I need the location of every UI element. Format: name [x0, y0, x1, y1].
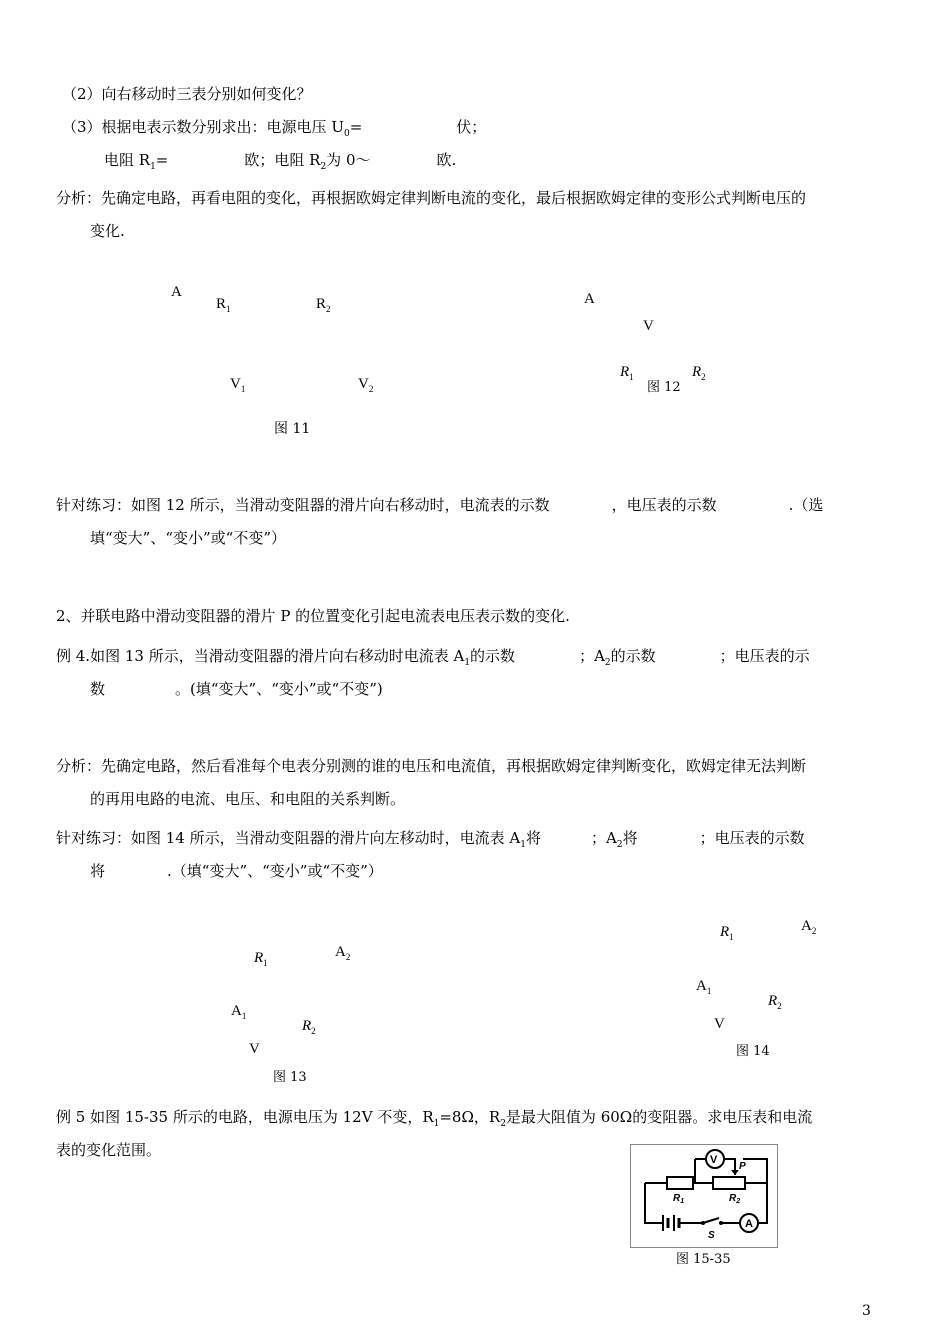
fig11-ammeter-label: A	[171, 284, 182, 300]
section-2-heading: 2、并联电路中滑动变阻器的滑片 P 的位置变化引起电流表电压表示数的变化.	[56, 607, 570, 625]
fig13-voltmeter-label: V	[249, 1041, 260, 1057]
fig1535-caption: 图 15-35	[676, 1252, 731, 1267]
fig1535-ammeter-label: A	[745, 1218, 753, 1230]
fig11-caption: 图 11	[274, 421, 311, 437]
example-4-line1: 例 4.如图 13 所示，当滑动变阻器的滑片向右移动时电流表 $A_1$的示数 ；$A_2$的示数 ；电压表的示	[56, 647, 810, 668]
fig1535-voltmeter-label: V	[710, 1154, 718, 1166]
fig12-ammeter-label: A	[584, 291, 595, 307]
fig1535-r1-label: $R_1$	[673, 1193, 685, 1205]
fig13-r2-label: $R_2$	[302, 1018, 316, 1036]
question-3: （3）根据电表示数分别求出：电源电压 $U_0=$ 伏；	[62, 118, 487, 139]
fig11-v1-label: $V_1$	[230, 376, 246, 394]
fig13-a2-label: $A_2$	[335, 944, 351, 962]
page-number: 3	[862, 1303, 871, 1319]
question-3-resistances: 电阻 $R_1=$ 欧；电阻 $R_2$为 0～ 欧.	[104, 151, 457, 172]
fig1535-r2-label: $R_2$	[729, 1193, 741, 1205]
fig14-r1-label: $R_1$	[720, 924, 734, 942]
analysis-2-line2: 的再用电路的电流、电压、和电阻的关系判断。	[90, 790, 406, 808]
fig11-v2-label: $V_2$	[358, 376, 374, 394]
example-4-line2: 数 。(填“变大”、“变小”或“不变”)	[90, 680, 383, 698]
fig13-a1-label: $A_1$	[231, 1003, 247, 1021]
question-2: （2）向右移动时三表分别如何变化？	[62, 85, 312, 103]
analysis-1-line2: 变化.	[90, 222, 125, 240]
fig12-r2-label: $R_2$	[692, 364, 706, 382]
fig11-r2-label: $R_2$	[316, 296, 331, 314]
practice-1-line1: 针对练习：如图 12 所示，当滑动变阻器的滑片向右移动时，电流表的示数 ，电压表的示数 .（选	[56, 496, 824, 514]
fig11-r1-label: $R_1$	[216, 296, 231, 314]
fig1535-slider-label: P	[739, 1161, 746, 1172]
example-5-line1: 例 5 如图 15-35 所示的电路，电源电压为 12V 不变，$R_1=8\Omega$，$R_2$是最大阻值为 60Ω的变阻器。求电压表和电流	[56, 1108, 813, 1129]
fig13-caption: 图 13	[273, 1070, 307, 1085]
practice-1-line2: 填“变大”、“变小”或“不变”）	[90, 529, 287, 547]
example-5-line2: 表的变化范围。	[56, 1141, 162, 1159]
figure-15-35-circuit	[630, 1144, 778, 1248]
fig14-voltmeter-label: V	[714, 1016, 725, 1032]
analysis-1-line1: 分析：先确定电路，再看电阻的变化，再根据欧姆定律判断电流的变化，最后根据欧姆定律的变形公式判断电压的	[56, 189, 807, 207]
practice-2-line1: 针对练习：如图 14 所示，当滑动变阻器的滑片向左移动时，电流表 $A_1$将 ；$A_2$将 ；电压表的示数	[56, 829, 805, 850]
analysis-2-line1: 分析：先确定电路，然后看准每个电表分别测的谁的电压和电流值，再根据欧姆定律判断变化，欧姆定律无法判断	[56, 757, 807, 775]
fig14-a2-label: $A_2$	[801, 918, 817, 936]
fig12-caption: 图 12	[647, 380, 681, 395]
resistor-r1	[667, 1177, 693, 1189]
fig14-caption: 图 14	[736, 1044, 770, 1059]
fig1535-switch-label: S	[708, 1230, 715, 1241]
fig13-r1-label: $R_1$	[254, 950, 268, 968]
practice-2-line2: 将 .（填“变大”、“变小”或“不变”）	[90, 862, 383, 880]
fig12-r1-label: $R_1$	[620, 364, 634, 382]
resistor-r2	[713, 1177, 745, 1189]
fig14-r2-label: $R_2$	[768, 993, 782, 1011]
fig14-a1-label: $A_1$	[696, 978, 712, 996]
circuit-diagram	[631, 1145, 777, 1247]
fig12-voltmeter-label: V	[643, 318, 654, 334]
